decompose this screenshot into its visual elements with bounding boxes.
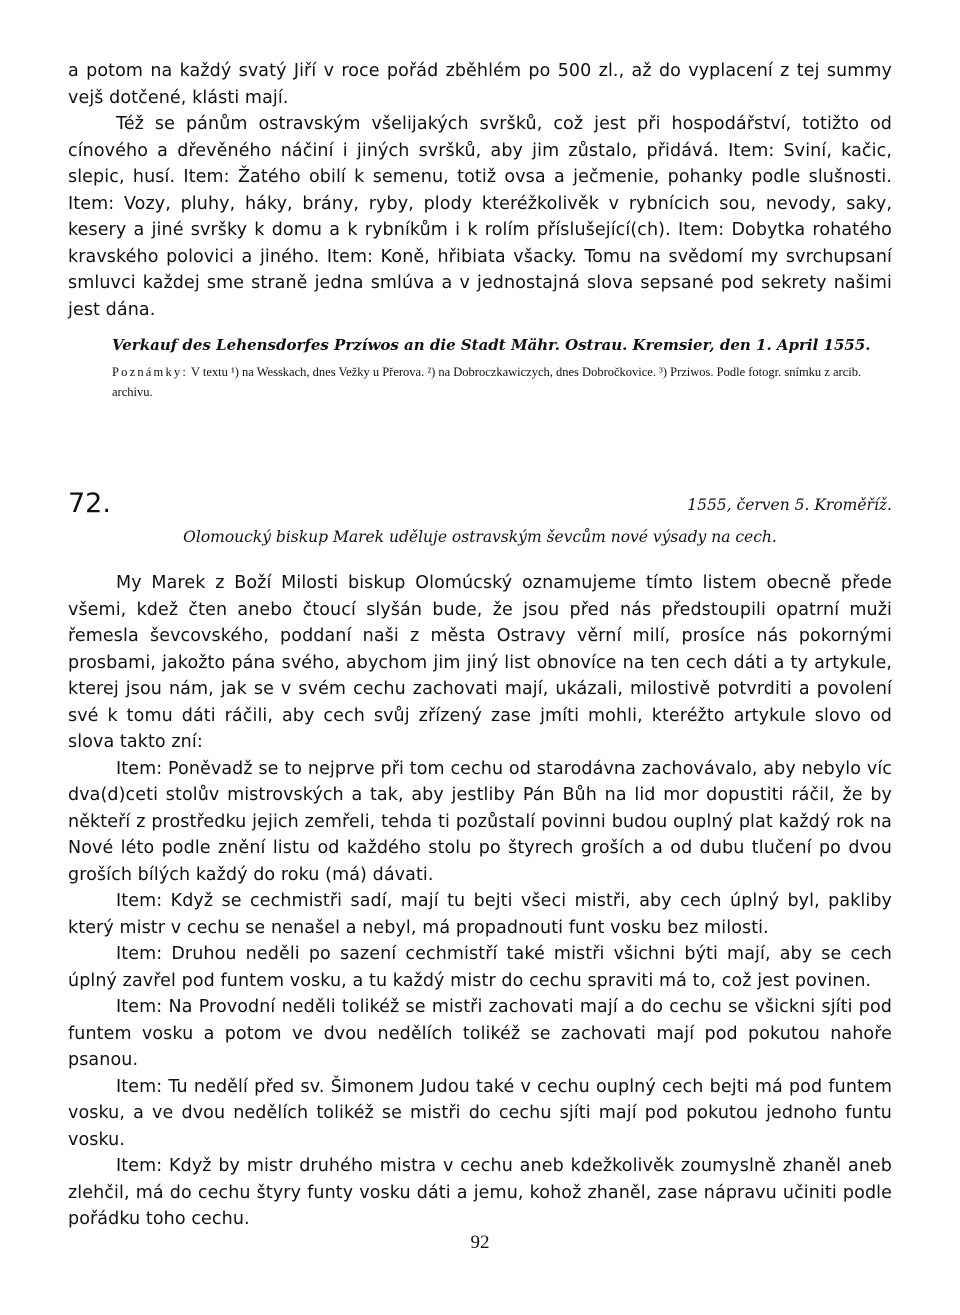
document-paragraph: Item: Poněvadž se to nejprve při tom cechu od starodávna zachovávalo, aby nebylo víc dva(d)ceti stolův mistrovských a tak, aby jestliby Pán Bůh na lid mor dopustiti ráčil, že by někteří z prostředku jejich zemřeli, tehda ti pozůstalí povinni budou ouplný plat každý rok na Nové léto podle znění listu od každého stolu po štyrech groších a od dubu tlučení po dvou groších bílých každý do roku (má) dávati. [68, 758, 892, 885]
document-title: Olomoucký biskup Marek uděluje ostravským ševcům nové výsady na cech. [183, 528, 777, 546]
page-number: 92 [470, 1232, 490, 1253]
notes-label: Poznámky: [112, 365, 189, 379]
notes-text: V textu ¹) na Wesskach, dnes Vežky u Přerova. ²) na Dobroczkawiczych, dnes Dobročkovice. ³) Prziwos. Podle fotogr. snímku z arcib. archivu. [112, 365, 862, 399]
footnotes [112, 362, 892, 402]
document-paragraph: My Marek z Boží Milosti biskup Olomúcský oznamujeme tímto listem obecně přede všemi, kdež čten anebo čtoucí slyšán bude, že jsou před nás předstoupili opatrní muži řemesla ševcovského, poddaní naši z města Ostravy věrní milí, prosíce nás pokornými prosbami, jakožto pána svého, abychom jim jiný list obnovíce na ten cech dáti a ty artykule, kterej jsou nám, jak se v svém cechu zachovati mají, ukázali, milostivě potvrditi a povolení své k tomu dáti ráčili, aby cech svůj zřízený zase jmíti mohli, kteréžto artykule slovo od slova takto zní: [68, 573, 892, 752]
document-paragraph: Item: Když se cechmistři sadí, mají tu bejti všeci mistři, aby cech úplný byl, pakliby který mistr v cechu se nenašel a nebyl, má propadnouti funt vosku bez milosti. [68, 891, 892, 938]
document-paragraph: Item: Tu nedělí před sv. Šimonem Judou také v cechu ouplný cech bejti má pod funtem vosku, a ve dvou nedělích tolikéž se mistři do cechu sjíti mají pod pokutou jednoho funtu vosku. [68, 1076, 892, 1150]
document-paragraph: Item: Když by mistr druhého mistra v cechu aneb kdežkolivěk zoumyslně zhaněl aneb zlehčil, má do cechu štyry funty vosku dáti a jemu, kohož zhaněl, zase nápravu učiniti podle pořádku toho cechu. [68, 1156, 892, 1229]
document-paragraph: Item: Druhou neděli po sazení cechmistří také mistři všichni býti mají, aby se cech úplný zavřel pod funtem vosku, a tu každý mistr do cechu spraviti má to, což jest povinen. [68, 944, 892, 991]
continued-paragraph: a potom na každý svatý Jiří v roce pořád zběhlém po 500 zl., až do vyplacení z tej summy vejš dotčené, klásti mají. [68, 61, 892, 108]
document-date: 1555, červen 5. Kroměříž. [687, 496, 892, 514]
document-number: 72. [68, 488, 111, 519]
document-paragraph: Item: Na Provodní neděli tolikéž se mistři zachovati mají a do cechu se všickni sjíti pod funtem vosku a potom ve dvou nedělích tolikéž se zachovati mají pod pokutou nahoře psanou. [68, 997, 892, 1070]
inventory-paragraph: Též se pánům ostravským všelijakých svršků, což jest při hospodářství, totižto od cínového a dřevěného náčiní i jiných svršků, aby jim zůstalo, přidává. Item: Sviní, kačic, slepic, husí. Item: Žatého obilí k semenu, totiž ovsa a ječmenie, pohanky podle slušnosti. Item: Vozy, pluhy, háky, brány, ryby, plody kteréžkolivěk v rybnícich sou, nevody, saky, kesery a jiné svršky k domu a k rybníkům i k rolím příslušející(ch). Item: Dobytka rohatého kravského polovici a jiného. Item: Koně, hřibiata všacky. Tomu na svědomí my svrchupsaní smluvci každej sme straně jedna smlúva a v jednostajná slova sepsané pod sekrety našimi jest dána. [68, 114, 892, 320]
page-content [68, 58, 892, 1233]
source-citation: Verkauf des Lehensdorfes Przíwos an die Stadt Mähr. Ostrau. Kremsier, den 1. April 1555. [112, 336, 871, 354]
document-header [68, 488, 892, 536]
